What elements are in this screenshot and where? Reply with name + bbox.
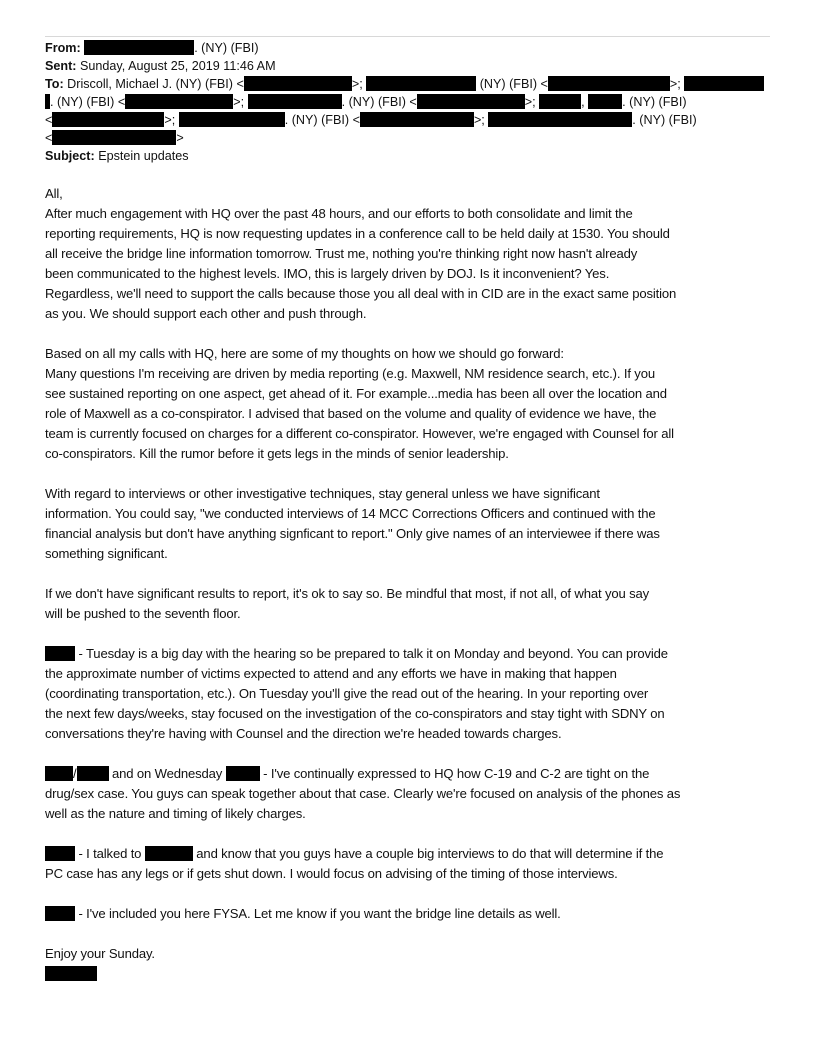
greeting: All, [45, 186, 63, 201]
paragraph-3: With regard to interviews or other investigative techniques, stay general unless we have significant information. You could say, "we conducted interviews of 14 MCC Corrections Officers and continued with the financial analysis but don't have anything signficant to report." Only give names of an interviewee if there was something significant. [45, 486, 660, 561]
redaction [488, 112, 632, 127]
to-line: . (NY) (FBI) < >; . (NY) (FBI) < >; , . (NY) (FBI) [45, 93, 764, 111]
paragraph-7: - I talked to and know that you guys have a couple big interviews to do that will determine if the PC case has any legs or if gets shut down. I would focus on advising of the timing of those interviews. [45, 846, 664, 881]
redaction [45, 906, 75, 921]
paragraph-1: After much engagement with HQ over the past 48 hours, and our efforts to both consolidate and limit the reporting requirements, HQ is now requesting updates in a conference call to be held daily at 1530. You should all receive the bridge line information tomorrow. Trust me, nothing you're thinking right now hasn't already been communicated to the highest levels. IMO, this is largely driven by DOJ. Is it inconvenient? Yes. Regardless, we'll need to support the calls because those you all deal with in CID are in the exact same position as you. We should support each other and push through. [45, 206, 677, 321]
redaction [179, 112, 285, 127]
redaction [539, 94, 581, 109]
to-line: < >; . (NY) (FBI) < >; . (NY) (FBI) [45, 113, 697, 127]
email-body [45, 184, 680, 984]
redaction [248, 94, 342, 109]
redaction [45, 646, 75, 661]
paragraph-2: Based on all my calls with HQ, here are some of my thoughts on how we should go forward: Many questions I'm receiving are driven by media reporting (e.g. Maxwell, NM residence search, etc.). If you see sustained reporting on one aspect, get ahead of it. For example...media has been all over the location and role of Maxwell as a co-conspirator. I advised that based on the volume and quality of evidence we have, the team is currently focused on charges for a different co-conspirator. However, we're engaged with Counsel for all co-conspirators. Kill the rumor before it gets legs in the minds of senior leadership. [45, 346, 674, 461]
subject-line: Subject: Epstein updates [45, 149, 189, 163]
closing: Enjoy your Sunday. [45, 946, 155, 961]
redaction [125, 94, 233, 109]
redaction [548, 76, 670, 91]
signature [45, 964, 680, 984]
redaction [417, 94, 525, 109]
redaction [52, 112, 164, 127]
redaction [84, 40, 194, 55]
paragraph-8: - I've included you here FYSA. Let me know if you want the bridge line details as well. [45, 904, 680, 924]
redaction [588, 94, 622, 109]
to-line: < > [45, 131, 184, 145]
paragraph-5: - Tuesday is a big day with the hearing so be prepared to talk it on Monday and beyond. You can provide the approximate number of victims expected to attend and any efforts we have in making that happen (coordinating transportation, etc.). On Tuesday you'll give the read out of the hearing. In your reporting over the next few days/weeks, stay focused on the investigation of the co-conspirators and stay tight with SDNY on conversations they're having with Counsel and the direction we're headed towards charges. [45, 646, 668, 741]
from-line: From: . (NY) (FBI) [45, 41, 259, 55]
redaction [684, 76, 764, 91]
redaction [360, 112, 474, 127]
redaction [366, 76, 476, 91]
sent-line: Sent: Sunday, August 25, 2019 11:46 AM [45, 59, 276, 73]
header-divider [45, 36, 770, 37]
redaction [145, 846, 193, 861]
redaction [45, 966, 97, 981]
redaction [244, 76, 352, 91]
redaction [52, 130, 176, 145]
paragraph-6: / and on Wednesday - I've continually expressed to HQ how C-19 and C-2 are tight on the drug/sex case. You guys can speak together about that case. Clearly we're focused on analysis of the phones as well as the nature and timing of likely charges. [45, 766, 681, 821]
paragraph-4: If we don't have significant results to report, it's ok to say so. Be mindful that most, if not all, of what you say will be pushed to the seventh floor. [45, 586, 650, 621]
redaction [45, 846, 75, 861]
redaction [226, 766, 260, 781]
to-line: To: Driscoll, Michael J. (NY) (FBI) < >; (NY) (FBI) < >; [45, 75, 764, 93]
email-header [45, 39, 764, 165]
redaction [77, 766, 109, 781]
redaction [45, 766, 73, 781]
